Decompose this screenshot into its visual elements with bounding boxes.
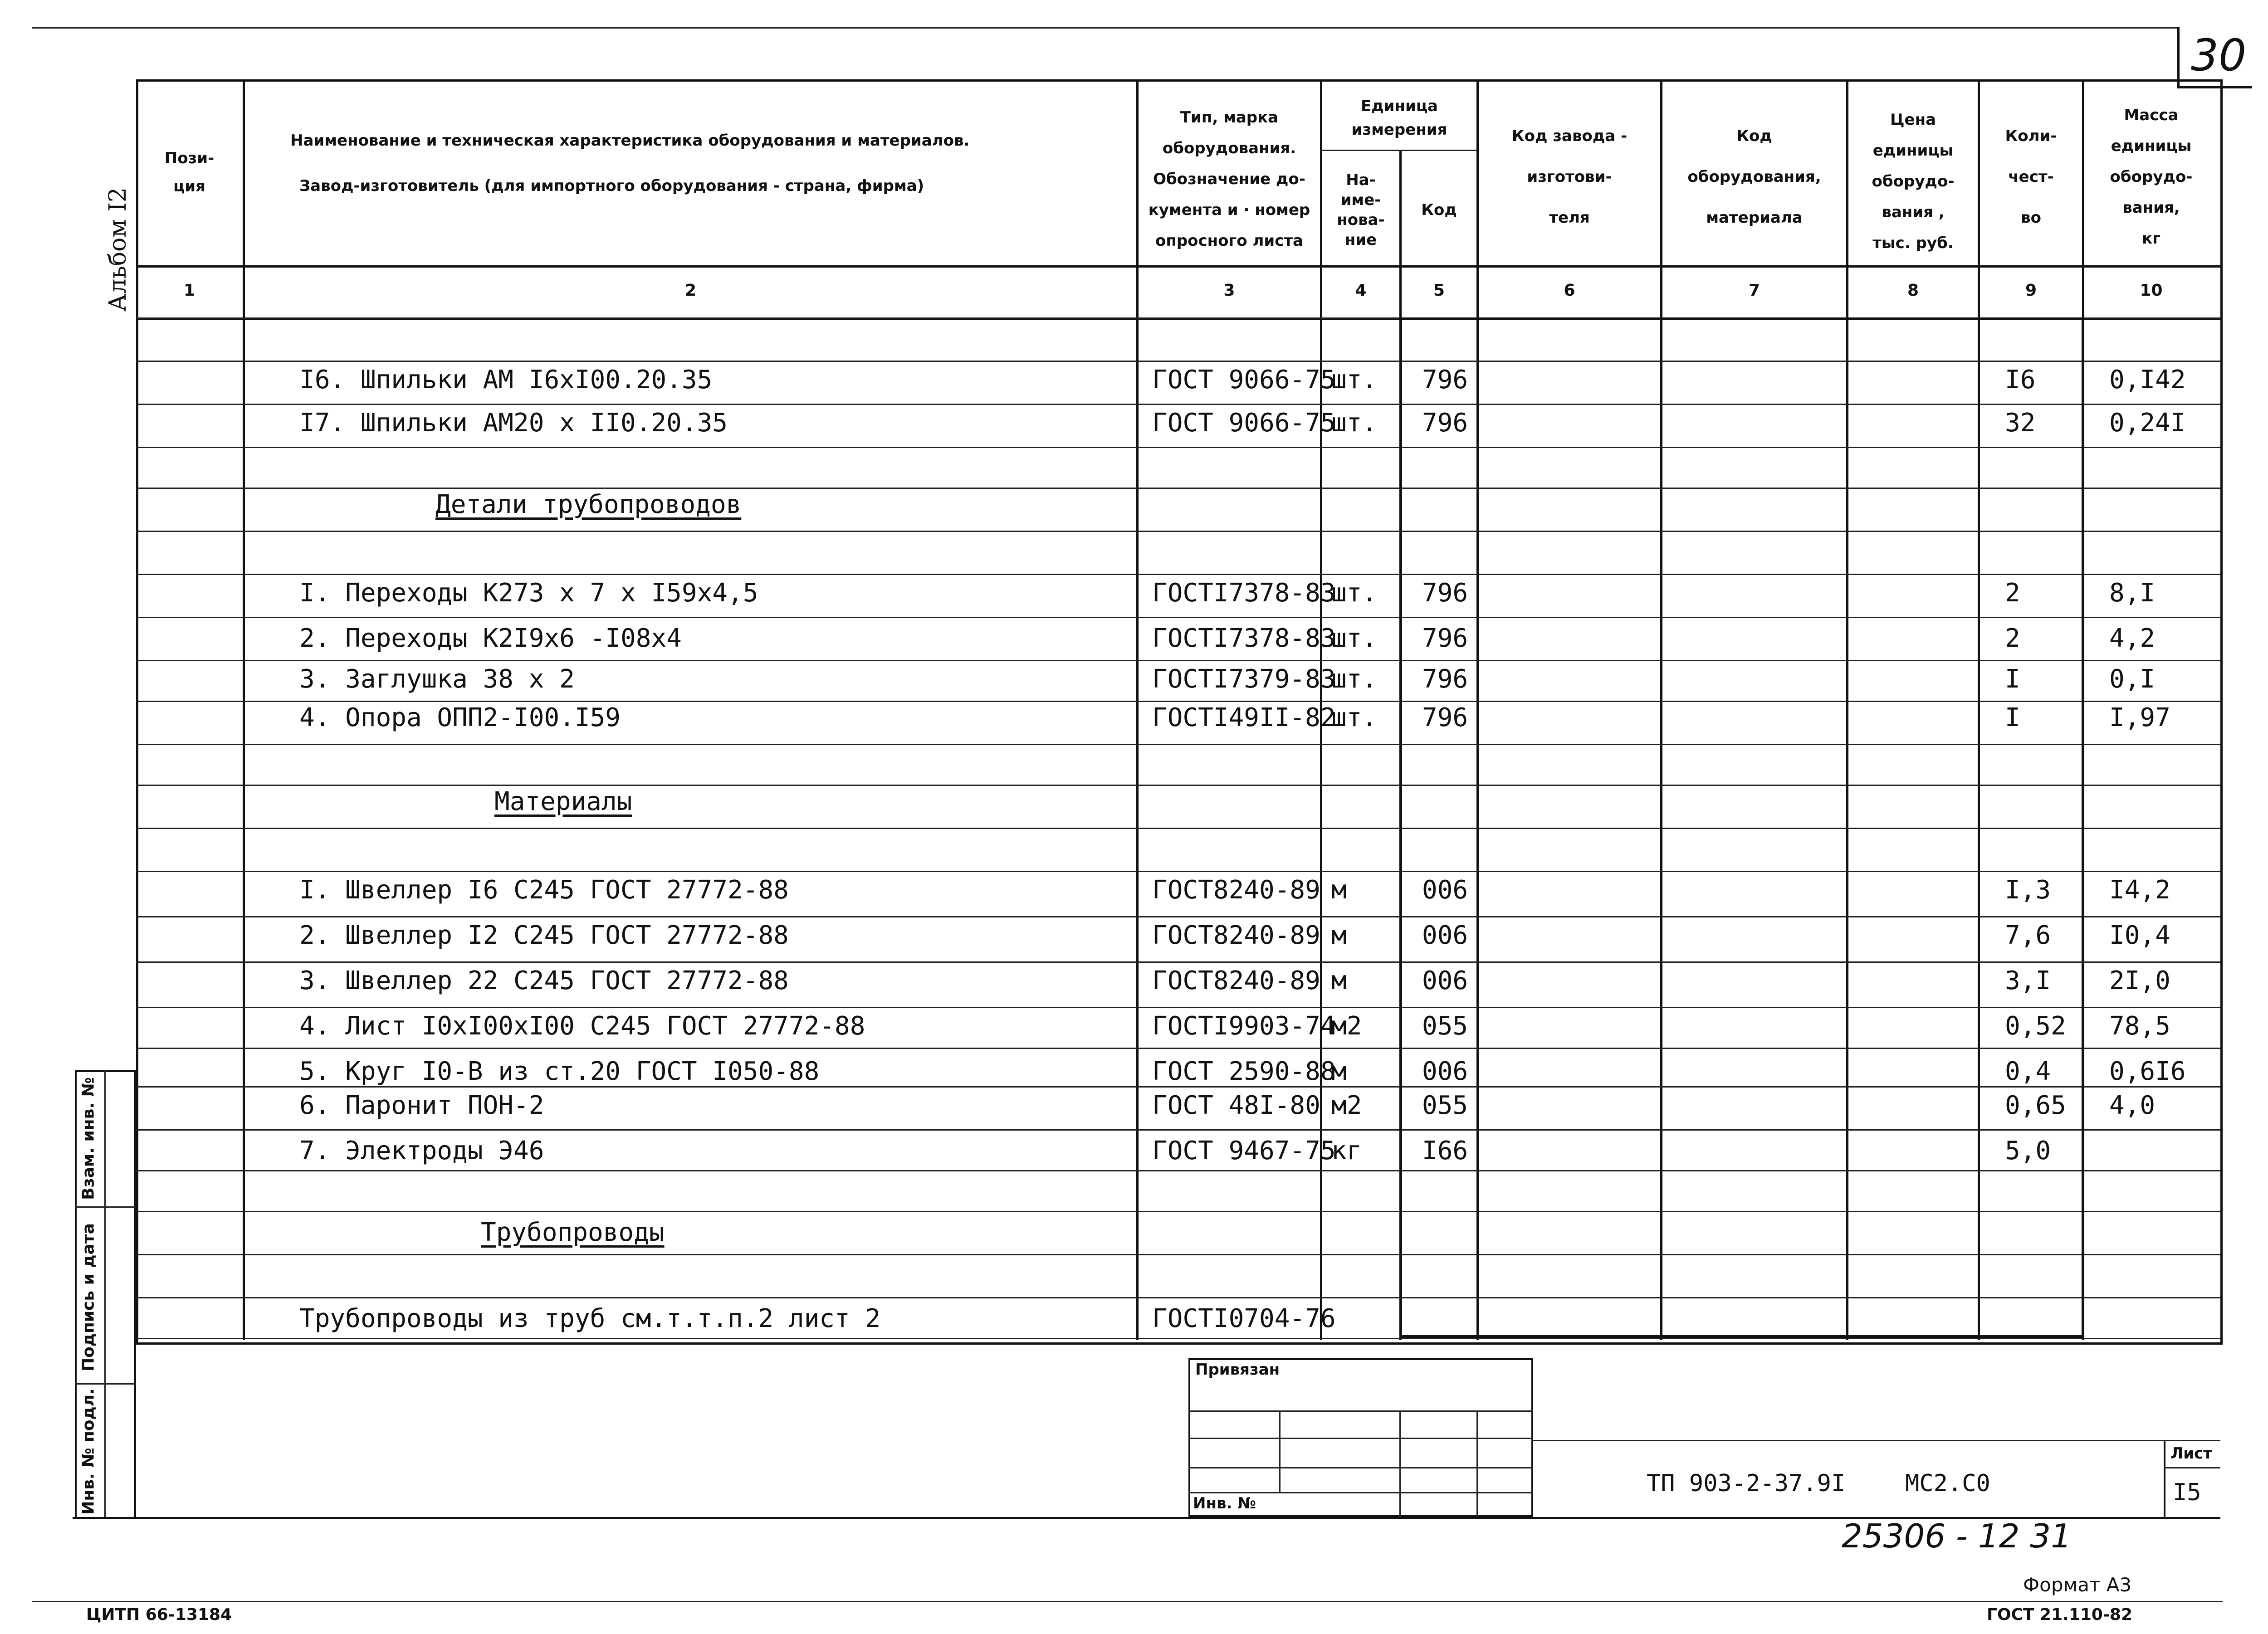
stamp-grid-3 (1188, 1467, 1533, 1468)
stamp-grid-2 (1188, 1438, 1533, 1439)
row-qty: 7,6 (2005, 921, 2051, 950)
row-doc: ГОСТI9903-74 (1152, 1011, 1336, 1041)
colnum-10: 10 (2140, 281, 2163, 300)
row-mass: 78,5 (2109, 1011, 2170, 1041)
row-unit: шт. (1331, 703, 1378, 732)
header-name-line2: Завод-изготовитель (для импортного оборудования - страна, фирма) (299, 177, 924, 195)
row-name: 2. Швеллер I2 С245 ГОСТ 27772-88 (299, 921, 789, 950)
side-label-podpis: Подпись и дата (79, 1223, 98, 1371)
row-doc: ГОСТ8240-89 (1152, 966, 1320, 995)
header-type: Тип, марка оборудования. Обозначение до- кумента и · номер опросного листа (1148, 108, 1310, 250)
row-name: 7. Электроды Э46 (299, 1136, 544, 1166)
colnum-8: 8 (1907, 281, 1919, 300)
page-number: 30 (2191, 30, 2247, 81)
header-unit-top: Единица измерения (1351, 97, 1447, 139)
colnum-5: 5 (1433, 281, 1445, 300)
stamp-top-line (136, 1338, 2220, 1339)
footer-line (32, 1601, 2223, 1602)
stamp-grid-4 (1188, 1492, 1533, 1493)
stamp-grid-v1 (1279, 1410, 1281, 1492)
archive-number: 25306 - 12 31 (1842, 1517, 2072, 1555)
col-line-1 (243, 79, 245, 1340)
section-heading: Трубопроводы (481, 1218, 665, 1247)
row-mass: 8,I (2109, 578, 2156, 608)
row-code: 006 (1422, 875, 1468, 905)
row-unit: шт. (1331, 408, 1378, 438)
header-bottom-line (136, 265, 2220, 268)
row-mass: I4,2 (2109, 875, 2170, 905)
row-doc: ГОСТI49II-82 (1152, 703, 1336, 732)
colnum-3: 3 (1223, 281, 1235, 300)
row-doc: ГОСТ8240-89 (1152, 875, 1320, 905)
row-code: 796 (1422, 624, 1468, 653)
row-name: 3. Заглушка 38 х 2 (299, 664, 575, 694)
top-border (32, 27, 2177, 29)
row-doc: ГОСТ8240-89 (1152, 921, 1320, 950)
row-code: 796 (1422, 365, 1468, 395)
colnum-4: 4 (1355, 281, 1367, 300)
stamp-grid-v2 (1399, 1410, 1401, 1517)
unit-header-split (1320, 150, 1476, 151)
row-mass: 2I,0 (2109, 966, 2170, 995)
col-line-2 (1136, 79, 1139, 1340)
row-doc: ГОСТI7379-83 (1152, 664, 1336, 694)
row-qty: 0,52 (2005, 1011, 2066, 1041)
stamp-grid-v3 (1476, 1410, 1478, 1517)
bottom-right-code: ГОСТ 21.110-82 (1987, 1605, 2133, 1624)
row-doc: ГОСТ 48I-80 (1152, 1091, 1320, 1120)
row-mass: I,97 (2109, 703, 2170, 732)
row-unit: шт. (1331, 624, 1378, 653)
row-doc: ГОСТI0704-76 (1152, 1304, 1336, 1333)
row-unit: м (1331, 1057, 1347, 1086)
header-unit-name: На- име- нова- ние (1337, 171, 1385, 249)
row-mass: 0,I (2109, 664, 2156, 694)
row-code: I66 (1422, 1136, 1468, 1166)
row-mass: I0,4 (2109, 921, 2170, 950)
row-name: I7. Шпильки АМ20 х II0.20.35 (299, 408, 728, 438)
row-qty: I (2005, 703, 2020, 732)
row-code: 006 (1422, 1057, 1468, 1086)
row-qty: I,3 (2005, 875, 2051, 905)
colnum-7: 7 (1748, 281, 1760, 300)
row-unit: шт. (1331, 664, 1378, 694)
row-qty: I6 (2005, 365, 2036, 395)
row-qty: 2 (2005, 578, 2020, 608)
colnum-9: 9 (2025, 281, 2037, 300)
row-qty: 0,65 (2005, 1091, 2066, 1120)
row-qty: 32 (2005, 408, 2036, 438)
row-mass: 0,6I6 (2109, 1057, 2186, 1086)
format-label: Формат А3 (2023, 1574, 2132, 1596)
row-doc: ГОСТ 9467-75 (1152, 1136, 1336, 1166)
section-heading: Детали трубопроводов (435, 490, 742, 519)
row-unit: шт. (1331, 578, 1378, 608)
header-quantity: Коли- чест- во (2005, 127, 2057, 227)
row-unit: шт. (1331, 365, 1378, 395)
row-mass: 0,I42 (2109, 365, 2186, 395)
row-code: 055 (1422, 1091, 1468, 1120)
row-qty: 3,I (2005, 966, 2051, 995)
row-doc: ГОСТ 9066-75 (1152, 365, 1336, 395)
designation: ТП 903-2-37.9I (1647, 1470, 1846, 1497)
qty-block-border (1399, 317, 2084, 1338)
row-name: 5. Круг I0-В из ст.20 ГОСТ I050-88 (299, 1057, 820, 1086)
header-mass: Масса единицы оборудо- вания, кг (2110, 106, 2193, 248)
bottom-left-code: ЦИТП 66-13184 (86, 1605, 232, 1624)
row-doc: ГОСТ 9066-75 (1152, 408, 1336, 438)
row-doc: ГОСТI7378-83 (1152, 624, 1336, 653)
stamp-code: МС2.С0 (1905, 1470, 1990, 1497)
row-mass: 0,24I (2109, 408, 2186, 438)
title-block-top (1533, 1440, 2220, 1441)
row-code: 796 (1422, 664, 1468, 694)
stamp-grid-1 (1188, 1410, 1533, 1412)
sheet-number: I5 (2173, 1479, 2201, 1506)
side-label-vzam: Взам. инв. № (79, 1077, 98, 1200)
row-unit: м2 (1331, 1011, 1362, 1041)
row-qty: 2 (2005, 624, 2020, 653)
row-doc: ГОСТ 2590-88 (1152, 1057, 1336, 1086)
colnum-2: 2 (684, 281, 697, 300)
row-name: I6. Шпильки АМ I6хI00.20.35 (299, 365, 713, 395)
header-unit-code: Код (1421, 200, 1457, 219)
row-name: Трубопроводы из труб см.т.т.п.2 лист 2 (299, 1304, 881, 1333)
header-name-line1: Наименование и техническая характеристика оборудования и материалов. (290, 132, 970, 150)
row-code: 006 (1422, 921, 1468, 950)
row-name: 2. Переходы К2I9х6 -I08х4 (299, 624, 682, 653)
header-equipment-code: Код оборудования, материала (1687, 127, 1821, 227)
row-name: I. Швеллер I6 С245 ГОСТ 27772-88 (299, 875, 789, 905)
row-mass: 4,0 (2109, 1091, 2156, 1120)
row-unit: м (1331, 966, 1347, 995)
side-label-inv: Инв. № подл. (79, 1388, 98, 1515)
row-code: 055 (1422, 1011, 1468, 1041)
row-code: 796 (1422, 408, 1468, 438)
privyazan-label: Привязан (1195, 1361, 1280, 1379)
header-factory-code: Код завода - изготови- теля (1511, 127, 1628, 227)
row-code: 006 (1422, 966, 1468, 995)
row-unit: м2 (1331, 1091, 1362, 1120)
header-position: Пози- ция (164, 149, 215, 195)
row-unit: м (1331, 921, 1347, 950)
row-name: I. Переходы К273 х 7 х I59х4,5 (299, 578, 758, 608)
album-label: Альбом I2 (104, 187, 132, 312)
row-qty: 0,4 (2005, 1057, 2051, 1086)
header-price: Цена единицы оборудо- вания , тыс. руб. (1872, 111, 1955, 252)
row-qty: I (2005, 664, 2020, 694)
side-strip-split (104, 1070, 106, 1519)
sheet-label: Лист (2170, 1444, 2212, 1463)
row-code: 796 (1422, 703, 1468, 732)
sheet-split (2164, 1467, 2220, 1468)
row-unit: м (1331, 875, 1347, 905)
inv-no-label: Инв. № (1193, 1494, 1256, 1512)
colnum-1: 1 (183, 281, 196, 300)
row-code: 796 (1422, 578, 1468, 608)
row-name: 6. Паронит ПОН-2 (299, 1091, 544, 1120)
row-name: 4. Опора ОПП2-I00.I59 (299, 703, 621, 732)
colnum-6: 6 (1564, 281, 1575, 300)
row-doc: ГОСТI7378-83 (1152, 578, 1336, 608)
row-name: 4. Лист I0хI00хI00 С245 ГОСТ 27772-88 (299, 1011, 865, 1041)
row-unit: кг (1331, 1136, 1362, 1166)
section-heading: Материалы (494, 787, 632, 816)
row-mass: 4,2 (2109, 624, 2156, 653)
row-name: 3. Швеллер 22 С245 ГОСТ 27772-88 (299, 966, 789, 995)
row-qty: 5,0 (2005, 1136, 2051, 1166)
